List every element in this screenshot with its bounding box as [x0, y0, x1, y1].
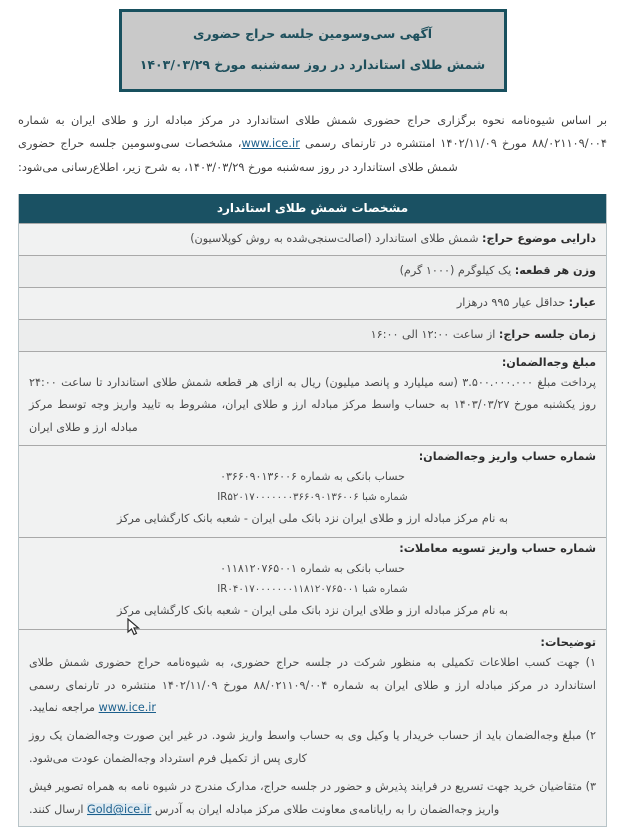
row-label-auction-asset: دارایی موضوع حراج:	[482, 232, 596, 246]
row-label-session-time: زمان جلسه حراج:	[498, 327, 596, 341]
table-header: مشخصات شمش طلای استاندارد	[19, 194, 606, 223]
settlement-account-owner: به نام مرکز مبادله ارز و طلای ایران نزد بانک ملی ایران - شعبه بانک کارگشایی مرکز	[116, 604, 509, 618]
settlement-account-label: شماره حساب واریز تسویه معاملات:	[19, 537, 606, 557]
row-label-purity: عیار:	[568, 296, 596, 310]
gold-bullion-spec-table	[18, 194, 607, 827]
guarantee-account-number: حساب بانکی به شماره ۰۳۶۶۰۹۰۱۳۶۰۰۶	[220, 469, 405, 483]
table-row	[19, 319, 606, 351]
guarantee-account-label: شماره حساب واریز وجه‌الضمان:	[19, 445, 606, 465]
settlement-account-iban: شماره شبا IR۰۴۰۱۷۰۰۰۰۰۰۰۱۱۸۱۲۰۷۶۵۰۰۱	[217, 583, 408, 595]
announcement-title-line-1: آگهی سی‌وسومین جلسه حراج حضوری	[192, 26, 433, 41]
intro-official-site-link[interactable]: www.ice.ir	[241, 136, 300, 151]
table-row	[19, 287, 606, 319]
row-value-auction-asset: شمش طلای استاندارد (اصالت‌سنجی‌شده به روش کوپلاسیون)	[190, 232, 483, 246]
note-3-email-link[interactable]: Gold@ice.ir	[87, 803, 152, 817]
note-3-text-after: ارسال کنند.	[29, 803, 88, 817]
note-item	[19, 724, 606, 775]
guarantee-amount-label: مبلغ وجه‌الضمان:	[19, 351, 606, 371]
announcement-banner-wrapper	[0, 0, 625, 92]
intro-paragraph	[18, 109, 607, 181]
settlement-account-details	[19, 557, 606, 629]
announcement-title-line-2: شمش طلای استاندارد در روز سه‌شنبه مورخ ۱۴۰۳/۰۳/۲۹	[139, 56, 486, 72]
note-2-text: ۲) مبلغ وجه‌الضمان باید از حساب خریدار یا وکیل وی به حساب واسط واریز شود. در غیر این صورت وجه‌الضمان یک روز کاری پس از تکمیل فرم استرداد وجه‌الضمان عودت می‌شود.	[29, 729, 596, 766]
table-row	[19, 223, 606, 255]
note-1-text-before: ۱) جهت کسب اطلاعات تکمیلی به منظور شرکت در جلسه حراج حضوری، به شیوه‌نامه حراج حضوری شمش طلای استاندارد در مرکز مبادله ارز و طلای ایران به شماره ۸۸/۰۲۱۱۰۹/۰۰۴ مورخ ۱۴۰۲/۱۱/۰۹ منتشره در تارنمای رسمی	[29, 655, 597, 692]
guarantee-account-details	[19, 465, 606, 537]
row-value-session-time: از ساعت ۱۲:۰۰ الی ۱۶:۰۰	[370, 327, 499, 341]
table-row	[19, 255, 606, 287]
note-item	[19, 651, 606, 725]
note-3-text-before: ۳) متقاضیان خرید جهت تسریع در فرایند پذیرش و حضور در جلسه حراج، مدارک مندرج در شیوه نامه به همراه تصویر فیش واریز وجه‌الضمان را به رایانامه‌ی معاونت طلای مرکز مبادله ایران به آدرس	[28, 780, 596, 817]
announcement-banner	[119, 9, 507, 92]
notes-label: توضیحات:	[19, 629, 606, 651]
settlement-account-number: حساب بانکی به شماره ۰۱۱۸۱۲۰۷۶۵۰۰۱	[220, 561, 405, 575]
guarantee-amount-text: پرداخت مبلغ ۳.۵۰۰.۰۰۰.۰۰۰ (سه میلیارد و پانصد میلیون) ریال به ازای هر قطعه شمش طلای استاندارد تا ساعت ۲۴:۰۰ روز یکشنبه مورخ ۱۴۰۳/۰۳/۲۷ به حساب واسط مرکز مبادله ارز و طلای ایران، مشروط به تایید واریز وجه توسط مرکز مبادله ارز و طلای ایران	[19, 371, 606, 445]
guarantee-account-iban: شماره شبا IR۵۲۰۱۷۰۰۰۰۰۰۰۳۶۶۰۹۰۱۳۶۰۰۶	[217, 491, 408, 503]
intro-text-after-link: ، مشخصات سی‌وسومین جلسه حراج حضوری شمش طلای استاندارد در روز سه‌شنبه مورخ ۱۴۰۳/۰۳/۲۹، به شرح زیر، اطلاع‌رسانی می‌شود:	[18, 136, 458, 175]
guarantee-account-owner: به نام مرکز مبادله ارز و طلای ایران نزد بانک ملی ایران - شعبه بانک کارگشایی مرکز	[116, 512, 509, 526]
intro-text-before-link: بر اساس شیوه‌نامه نحوه برگزاری حراج حضوری شمش طلای استاندارد در مرکز مبادله ارز و طلای ایران به شماره ۸۸/۰۲۱۱۰۹/۰۰۴ مورخ ۱۴۰۲/۱۱/۰۹ امنتشره در تارنمای رسمی	[18, 112, 607, 151]
note-1-site-link[interactable]: www.ice.ir	[98, 701, 156, 715]
row-label-weight: وزن هر قطعه:	[514, 264, 596, 278]
note-item	[19, 775, 606, 826]
note-1-text-after: مراجعه نمایید.	[29, 701, 99, 715]
row-value-purity: حداقل عیار ۹۹۵ درهزار	[456, 296, 569, 310]
row-value-weight: یک کیلوگرم (۱۰۰۰ گرم)	[399, 264, 515, 278]
